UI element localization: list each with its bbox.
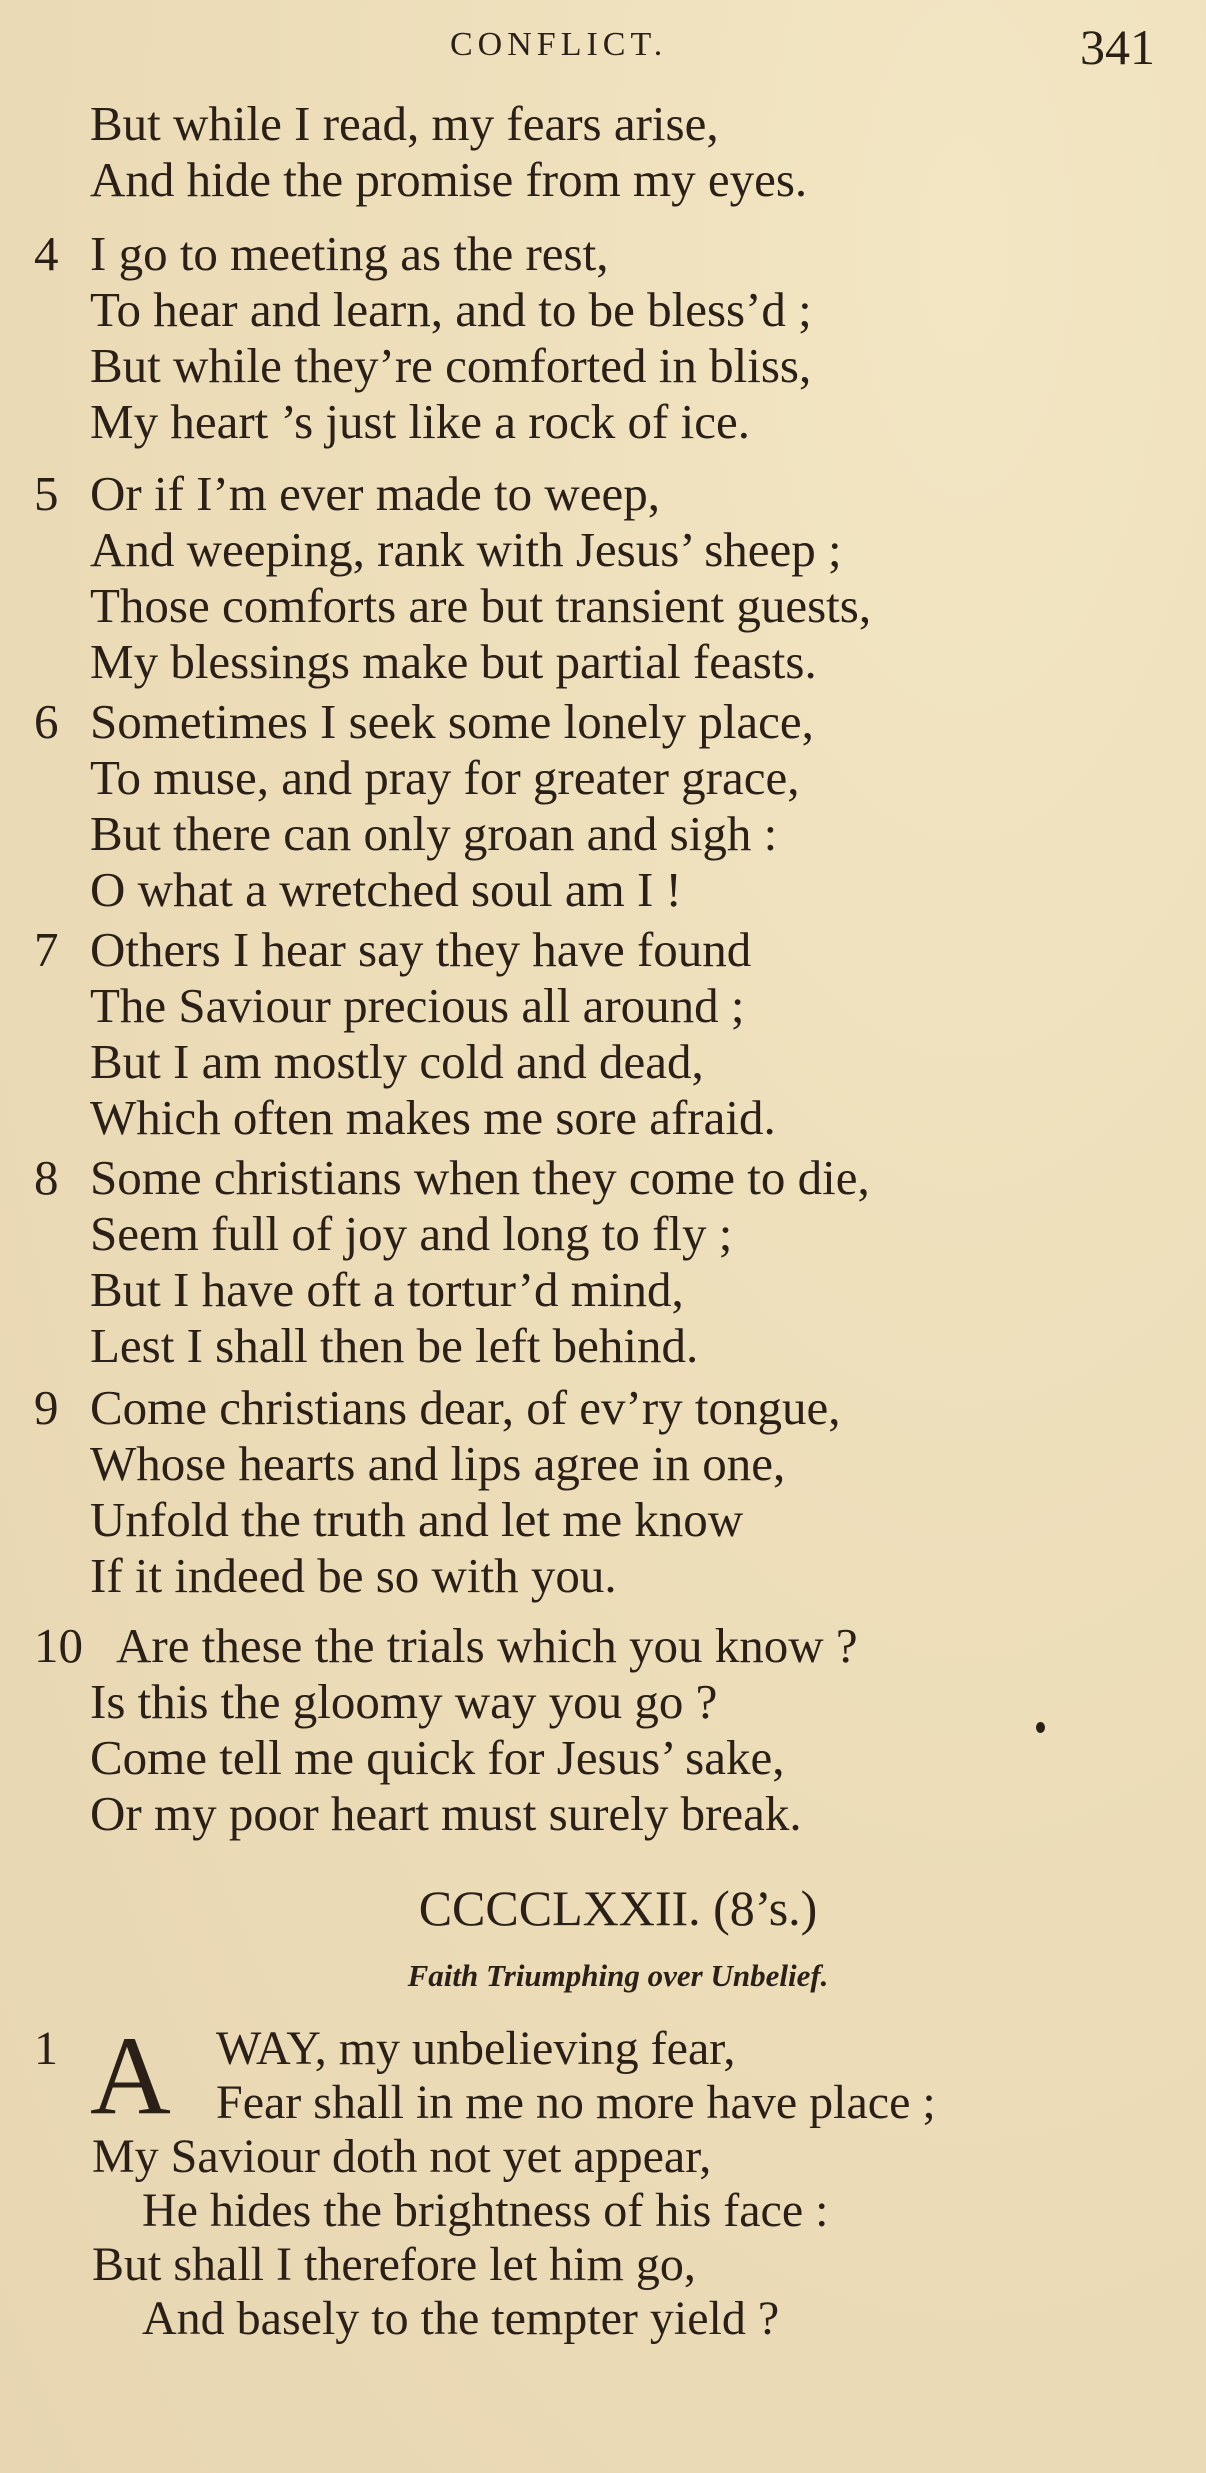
- verse-line: But I am mostly cold and dead,: [90, 1034, 704, 1089]
- stanza-number: 7: [34, 922, 59, 977]
- verse-line: But I have oft a tortur’d mind,: [90, 1262, 684, 1317]
- drop-cap: A: [90, 2014, 171, 2138]
- stanza-number: 10: [34, 1618, 83, 1673]
- verse-line: Or my poor heart must surely break.: [90, 1786, 802, 1841]
- verse-line: The Saviour precious all around ;: [90, 978, 745, 1033]
- verse-line: And weeping, rank with Jesus’ sheep ;: [90, 522, 842, 577]
- verse-line: But while I read, my fears arise,: [90, 96, 719, 151]
- stanza-number: 6: [34, 694, 59, 749]
- stanza-5: [34, 466, 1194, 690]
- verse-line: Those comforts are but transient guests,: [90, 578, 872, 633]
- stanza-number: 5: [34, 466, 59, 521]
- verse-line: My blessings make but partial feasts.: [90, 634, 817, 689]
- verse-line: Lest I shall then be left behind.: [90, 1318, 699, 1373]
- verse-line: And hide the promise from my eyes.: [90, 152, 808, 207]
- verse-line: Which often makes me sore afraid.: [90, 1090, 776, 1145]
- stanza-8: [34, 1150, 1194, 1374]
- stanza-number: 8: [34, 1150, 59, 1205]
- verse-line: But there can only groan and sigh :: [90, 806, 778, 861]
- hymn-title: Faith Triumphing over Unbelief.: [407, 1958, 829, 1993]
- verse-line: My Saviour doth not yet appear,: [92, 2130, 712, 2183]
- verse-line: Are these the trials which you know ?: [116, 1618, 858, 1673]
- running-head-title: CONFLICT.: [450, 26, 668, 63]
- verse-line: Sometimes I seek some lonely place,: [90, 694, 814, 749]
- verse-line: To muse, and pray for greater grace,: [90, 750, 800, 805]
- verse-line: Come tell me quick for Jesus’ sake,: [90, 1730, 785, 1785]
- hymn-number: CCCCLXXII. (8’s.): [418, 1880, 818, 1936]
- stanza-6: [34, 694, 1194, 918]
- verse-line: Others I hear say they have found: [90, 922, 752, 977]
- ink-spot: [1036, 1722, 1045, 1733]
- verse-line: Seem full of joy and long to fly ;: [90, 1206, 733, 1261]
- verse-line: Fear shall in me no more have place ;: [216, 2076, 936, 2129]
- verse-line: Whose hearts and lips agree in one,: [90, 1436, 786, 1491]
- verse-line: If it indeed be so with you.: [90, 1548, 617, 1603]
- verse-line: Unfold the truth and let me know: [90, 1492, 744, 1547]
- stanza-number: 4: [34, 226, 59, 281]
- stanza-number: 1: [34, 2022, 58, 2075]
- verse-line: But while they’re comforted in bliss,: [90, 338, 812, 393]
- verse-line: Come christians dear, of ev’ry tongue,: [90, 1380, 841, 1435]
- stanza-9: [34, 1380, 1194, 1604]
- page-number: 341: [1080, 19, 1155, 75]
- verse-line: O what a wretched soul am I !: [90, 862, 682, 917]
- verse-line: And basely to the tempter yield ?: [142, 2292, 780, 2345]
- verse-line: To hear and learn, and to be bless’d ;: [90, 282, 812, 337]
- verse-line: WAY, my unbelieving fear,: [216, 2022, 736, 2075]
- stanza-4: [34, 226, 1194, 450]
- verse-line: But shall I therefore let him go,: [92, 2238, 696, 2291]
- stanza-number: 9: [34, 1380, 59, 1435]
- stanza-10: [34, 1618, 1194, 1842]
- running-head: [0, 19, 1206, 75]
- verse-line: Or if I’m ever made to weep,: [90, 466, 661, 521]
- verse-line: Some christians when they come to die,: [90, 1150, 870, 1205]
- verse-line: My heart ’s just like a rock of ice.: [90, 394, 750, 449]
- verse-line: I go to meeting as the rest,: [90, 226, 609, 281]
- hymn-stanza-1: [34, 2014, 1194, 2346]
- verse-line: Is this the gloomy way you go ?: [90, 1674, 718, 1729]
- stanza-continued: [34, 96, 1194, 208]
- verse-line: He hides the brightness of his face :: [142, 2184, 829, 2237]
- stanza-7: [34, 922, 1194, 1146]
